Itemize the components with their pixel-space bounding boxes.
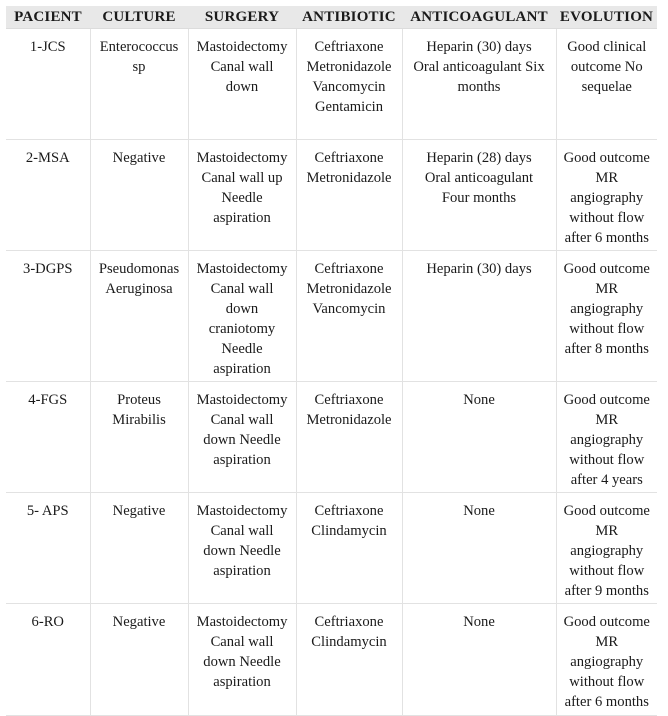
cell-culture — [90, 382, 188, 493]
cell-anticoagulant — [402, 604, 556, 716]
cell-pacient — [6, 493, 90, 604]
cell-line: Good outcome — [563, 614, 650, 630]
cell-line: Metronidazole — [306, 281, 392, 297]
cell-line: Ceftriaxone — [314, 503, 384, 519]
cell-line: 1-JCS — [29, 39, 66, 55]
cell-line: MR — [595, 170, 619, 186]
cell-pacient — [6, 251, 90, 382]
cell-line: down Needle — [203, 432, 281, 448]
cell-line: MR — [595, 634, 619, 650]
cell-line: 2-MSA — [25, 150, 70, 166]
cell-line: Mastoidectomy — [196, 261, 288, 277]
table-body — [6, 29, 657, 716]
cell-line: Mastoidectomy — [196, 503, 288, 519]
cell-line: angiography — [570, 301, 644, 317]
cell-line: down Needle — [203, 543, 281, 559]
table-row — [6, 29, 657, 140]
cell-line: Proteus — [117, 392, 161, 408]
cell-surgery — [188, 604, 296, 716]
cell-line: None — [463, 614, 495, 630]
cell-line: craniotomy — [208, 321, 276, 337]
cell-anticoagulant — [402, 382, 556, 493]
cell-line: Mastoidectomy — [196, 150, 288, 166]
cell-line: without flow — [569, 563, 645, 579]
cell-line: Metronidazole — [306, 412, 392, 428]
cell-line: Metronidazole — [306, 170, 392, 186]
cell-line: aspiration — [213, 674, 271, 690]
cell-line: MR — [595, 281, 619, 297]
cell-antibiotic — [296, 493, 402, 604]
cell-pacient — [6, 140, 90, 251]
cell-line: Good clinical — [567, 39, 647, 55]
cell-line: without flow — [569, 210, 645, 226]
cell-anticoagulant — [402, 493, 556, 604]
header-anticoagulant: ANTICOAGULANT — [402, 6, 556, 29]
table-row — [6, 140, 657, 251]
cell-surgery — [188, 493, 296, 604]
cell-line: sp — [132, 59, 146, 75]
cell-line: MR — [595, 523, 619, 539]
cell-line: Metronidazole — [306, 59, 392, 75]
cell-line: 3-DGPS — [23, 261, 73, 277]
cell-line: 4-FGS — [28, 392, 68, 408]
cell-anticoagulant — [402, 140, 556, 251]
cell-line: angiography — [570, 654, 644, 670]
cell-antibiotic — [296, 251, 402, 382]
cell-line: Mirabilis — [112, 412, 166, 428]
cell-line: Negative — [112, 614, 166, 630]
cell-line: Enterococcus — [99, 39, 179, 55]
cell-line: aspiration — [213, 361, 271, 377]
cell-line: Heparin (28) days — [426, 150, 532, 166]
cell-line: aspiration — [213, 563, 271, 579]
cell-line: Vancomycin — [312, 79, 386, 95]
cell-line: aspiration — [213, 210, 271, 226]
cell-line: Needle — [221, 190, 263, 206]
cell-evolution — [556, 140, 657, 251]
cell-line: Good outcome — [563, 261, 650, 277]
cell-line: outcome No — [570, 59, 643, 75]
cell-line: down Needle — [203, 654, 281, 670]
cell-line: without flow — [569, 321, 645, 337]
cell-surgery — [188, 251, 296, 382]
cell-surgery — [188, 29, 296, 140]
header-evolution: EVOLUTION — [556, 6, 657, 29]
cell-culture — [90, 493, 188, 604]
cell-line: Good outcome — [563, 392, 650, 408]
cell-line: 5- APS — [26, 503, 69, 519]
cell-line: after 6 months — [564, 230, 649, 246]
cell-line: Ceftriaxone — [314, 261, 384, 277]
cell-line: Oral anticoagulant — [424, 170, 534, 186]
cell-line: Canal wall up — [201, 170, 283, 186]
cell-line: Canal wall — [210, 281, 274, 297]
cell-surgery — [188, 382, 296, 493]
cell-line: Good outcome — [563, 503, 650, 519]
table-header-row — [6, 6, 657, 29]
cell-line: Canal wall — [210, 634, 274, 650]
cell-line: sequelae — [581, 79, 632, 95]
table-row — [6, 493, 657, 604]
cell-line: angiography — [570, 190, 644, 206]
cell-line: angiography — [570, 543, 644, 559]
cell-line: Ceftriaxone — [314, 150, 384, 166]
cell-line: months — [457, 79, 501, 95]
cell-line: Ceftriaxone — [314, 39, 384, 55]
cell-line: Ceftriaxone — [314, 614, 384, 630]
table-row — [6, 604, 657, 716]
header-pacient: PACIENT — [6, 6, 90, 29]
cell-pacient — [6, 604, 90, 716]
header-culture: CULTURE — [90, 6, 188, 29]
cell-line: Mastoidectomy — [196, 39, 288, 55]
cell-culture — [90, 29, 188, 140]
cell-line: after 8 months — [564, 341, 649, 357]
cell-line: Negative — [112, 150, 166, 166]
cell-surgery — [188, 140, 296, 251]
cell-evolution — [556, 29, 657, 140]
cell-pacient — [6, 29, 90, 140]
cell-line: None — [463, 503, 495, 519]
cell-line: Canal wall — [210, 59, 274, 75]
cell-line: Canal wall — [210, 412, 274, 428]
cell-antibiotic — [296, 382, 402, 493]
cell-line: Clindamycin — [311, 523, 387, 539]
cell-evolution — [556, 604, 657, 716]
cell-line: Pseudomonas — [98, 261, 180, 277]
cell-culture — [90, 251, 188, 382]
cell-pacient — [6, 382, 90, 493]
cell-antibiotic — [296, 29, 402, 140]
cell-line: Four months — [441, 190, 517, 206]
table-row — [6, 251, 657, 382]
table-row — [6, 382, 657, 493]
cell-line: Oral anticoagulant Six — [413, 59, 545, 75]
cell-line: None — [463, 392, 495, 408]
cell-anticoagulant — [402, 29, 556, 140]
cell-line: after 9 months — [564, 583, 649, 599]
cell-line: without flow — [569, 674, 645, 690]
cell-evolution — [556, 251, 657, 382]
cell-line: Gentamicin — [314, 99, 384, 115]
cell-line: Good outcome — [563, 150, 650, 166]
cell-culture — [90, 140, 188, 251]
cell-line: Mastoidectomy — [196, 614, 288, 630]
cell-antibiotic — [296, 604, 402, 716]
cell-evolution — [556, 382, 657, 493]
cell-line: down — [225, 79, 259, 95]
cell-line: Canal wall — [210, 523, 274, 539]
cell-line: Heparin (30) days — [426, 39, 532, 55]
cell-anticoagulant — [402, 251, 556, 382]
cell-culture — [90, 604, 188, 716]
cell-line: aspiration — [213, 452, 271, 468]
cell-line: 6-RO — [31, 614, 64, 630]
cell-line: down — [225, 301, 259, 317]
cell-line: after 4 years — [570, 472, 643, 488]
cell-line: Mastoidectomy — [196, 392, 288, 408]
cell-antibiotic — [296, 140, 402, 251]
cell-line: Needle — [221, 341, 263, 357]
cell-line: Negative — [112, 503, 166, 519]
cell-line: Ceftriaxone — [314, 392, 384, 408]
cell-line: Clindamycin — [311, 634, 387, 650]
patients-table — [6, 6, 657, 716]
cell-evolution — [556, 493, 657, 604]
cell-line: MR — [595, 412, 619, 428]
cell-line: after 6 months — [564, 694, 649, 710]
header-antibiotic: ANTIBIOTIC — [296, 6, 402, 29]
cell-line: Vancomycin — [312, 301, 386, 317]
header-surgery: SURGERY — [188, 6, 296, 29]
cell-line: Aeruginosa — [105, 281, 173, 297]
cell-line: Heparin (30) days — [426, 261, 532, 277]
cell-line: angiography — [570, 432, 644, 448]
cell-line: without flow — [569, 452, 645, 468]
